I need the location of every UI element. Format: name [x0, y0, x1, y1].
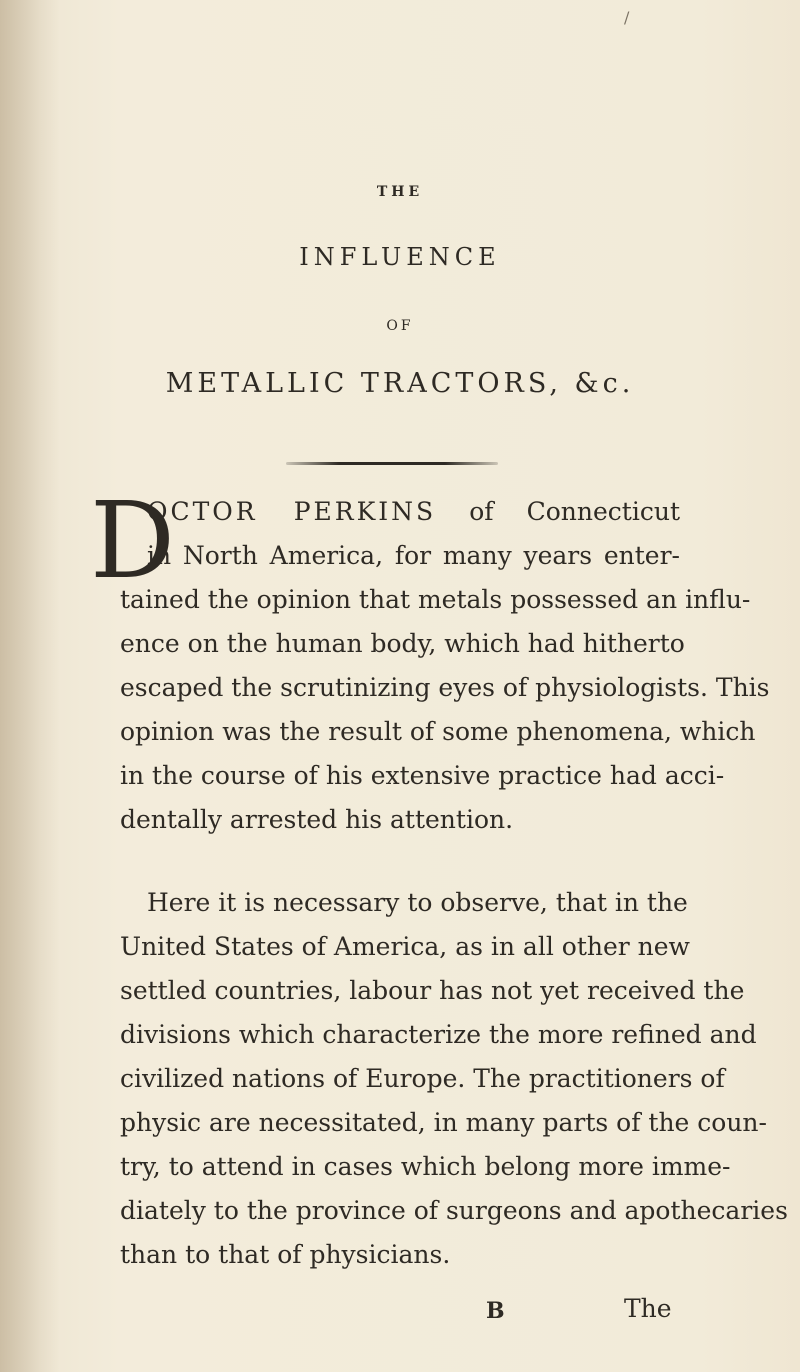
paragraph1-line3: tained the opinion that metals possessed an influ- [120, 585, 751, 614]
paragraph2-line9: than to that of physicians. [120, 1240, 451, 1269]
drop-cap: D [90, 479, 175, 602]
line1-rest: of Connecticut [436, 497, 680, 526]
heading-influence: INFLUENCE [299, 243, 501, 271]
paragraph1-line2: in North America, for many years enter- [147, 541, 680, 570]
paragraph1-line5: escaped the scrutinizing eyes of physiologists. This [120, 673, 770, 702]
paragraph2-line4: divisions which characterize the more refined and [120, 1020, 757, 1049]
paragraph2-line5: civilized nations of Europe. The practitioners of [120, 1064, 725, 1093]
stray-mark: / [624, 8, 630, 27]
paragraph2-line1: Here it is necessary to observe, that in the [147, 888, 688, 917]
page-title: METALLIC TRACTORS, &c. [165, 368, 635, 399]
binding-shadow [0, 0, 60, 1372]
lead-words: OCTOR PERKINS [147, 497, 437, 526]
heading-of: OF [386, 318, 414, 334]
heading-the: THE [376, 184, 424, 200]
paragraph1-line7: in the course of his extensive practice had acci- [120, 761, 725, 790]
paragraph2-line2: United States of America, as in all other new [120, 932, 690, 961]
paragraph1-line6: opinion was the result of some phenomena, which [120, 717, 756, 746]
paragraph2-line3: settled countries, labour has not yet received the [120, 976, 745, 1005]
signature-mark: B [486, 1298, 505, 1324]
paragraph2-line8: diately to the province of surgeons and apothecaries [120, 1196, 788, 1225]
paragraph2-line6: physic are necessitated, in many parts of the coun- [120, 1108, 767, 1137]
paragraph1-line4: ence on the human body, which had hitherto [120, 629, 685, 658]
paragraph2-line7: try, to attend in cases which belong more imme- [120, 1152, 731, 1181]
paragraph1-line8: dentally arrested his attention. [120, 805, 514, 834]
ornamental-rule [286, 462, 498, 465]
catchword: The [624, 1294, 672, 1323]
paragraph1-line1 [147, 497, 680, 527]
